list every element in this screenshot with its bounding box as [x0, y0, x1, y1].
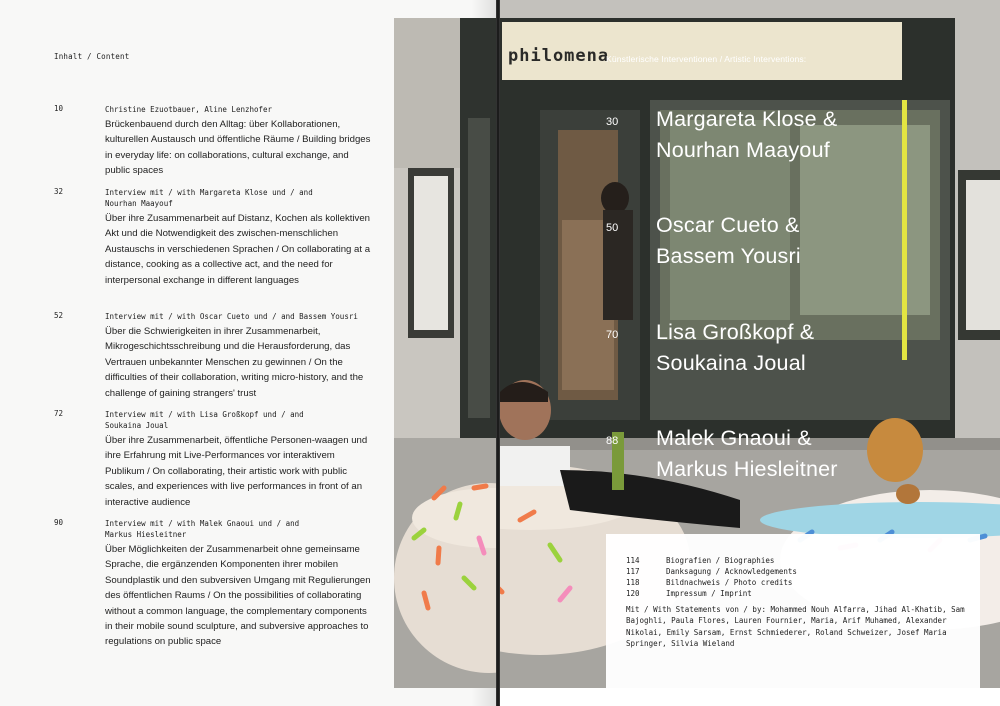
artist-page-number: 88 [606, 435, 619, 447]
photo-left-strip [394, 18, 497, 688]
toc-authors: Interview mit / with Oscar Cueto und / and Bassem Yousri [105, 312, 358, 321]
toc-description: Über ihre Zusammenarbeit, öffentliche Personen-waagen und ihre Erfahrung mit Live-Performances vor interaktivem Publikum / On collaborating, their artistic work with public scales, and experiences with live performances in front of an interactive audience [105, 435, 368, 508]
toc-page-number: 72 [54, 409, 64, 418]
appendix-label: Biografien / Biographies [666, 556, 775, 565]
artist-names[interactable]: Margareta Klose & Nourhan Maayouf [656, 107, 838, 162]
shop-sign-text: philomena [508, 46, 610, 66]
appendix-item[interactable] [626, 578, 792, 587]
toc-authors: Interview mit / with Malek Gnaoui und / and Markus Hiesleitner [105, 519, 300, 539]
artist-page-number: 70 [606, 329, 619, 341]
appendix-page-number: 120 [626, 589, 640, 598]
storefront-photo-left [394, 18, 497, 688]
appendix-page-number: 118 [626, 578, 640, 587]
toc-page-number: 32 [54, 187, 64, 196]
appendix-page-number: 114 [626, 556, 640, 565]
toc-page-number: 10 [54, 104, 64, 113]
toc-header: Inhalt / Content [54, 52, 130, 61]
appendix-label: Impressum / Imprint [666, 589, 752, 598]
appendix-page-number: 117 [626, 567, 640, 576]
artist-page-number: 30 [606, 116, 619, 128]
artist-names[interactable]: Oscar Cueto & Bassem Yousri [656, 213, 801, 268]
artist-page-number: 50 [606, 222, 619, 234]
section-label: Künstlerische Interventionen / Artistic Interventions: [606, 54, 807, 64]
toc-page-number: 52 [54, 311, 64, 320]
toc-description: Brückenbauend durch den Alltag: über Kollaborationen, kulturellen Austausch und öffentliche Räume / Building bridges in everyday life: on collaborations, cultural exchange, and public spaces [105, 119, 371, 177]
toc-authors: Interview mit / with Lisa Großkopf und / and Soukaina Joual [105, 410, 304, 430]
toc-authors: Christine Ezuotbauer, Aline Lenzhofer [105, 105, 273, 114]
toc-authors: Interview mit / with Margareta Klose und / and Nourhan Maayouf [105, 188, 313, 208]
toc-description: Über Möglichkeiten der Zusammenarbeit ohne gemeinsame Sprache, die ergänzenden Komponenten ihrer mobilen Soundplastik und den subversiven Umgang mit Regulierungen des öffentlichen Raums / On the possibilities of collaborating without a common language, the complementary components in their mobile sound sculpture, and subversive approaches to regulations on public space [105, 544, 371, 648]
artist-names[interactable]: Malek Gnaoui & Markus Hiesleitner [656, 426, 838, 481]
toc-page-number: 90 [54, 518, 64, 527]
appendix-item[interactable] [626, 556, 774, 565]
page-bottom-margin [500, 688, 1000, 706]
appendix-label: Danksagung / Acknowledgements [666, 567, 797, 576]
artist-names[interactable]: Lisa Großkopf & Soukaina Joual [656, 320, 815, 375]
statements-credits: Mit / With Statements von / by: Mohammed Nouh Alfarra, Jihad Al-Khatib, Sam Bajoghli, Paula Flores, Lauren Fournier, Maria, Arif Muhamed, Alexander Nikolai, Emily Sarsam, Ernst Schmiederer, Roland Schweizer, Josef Maria Springer, Silvia Wieland [626, 605, 965, 649]
toc-description: Über die Schwierigkeiten in ihrer Zusammenarbeit, Mikrogeschichtsschreibung und die Herausforderung, das Vertrauen unbekannter Menschen zu gewinnen / On the difficulties of their collaboration, writing micro-history, and the challenge of gaining strangers' trust [105, 326, 364, 399]
appendix-label: Bildnachweis / Photo credits [666, 578, 793, 587]
appendix-box [606, 534, 980, 688]
toc-description: Über ihre Zusammenarbeit auf Distanz, Kochen als kollektiven Akt und die Notwendigkeit des zwischen-menschlichen Austauschs in verschiedenen Sprachen / On collaborating at a distance, cooking as a collective act, and the need for interpersonal exchange in different languages [105, 213, 371, 286]
appendix-item[interactable] [626, 567, 797, 576]
appendix-item[interactable] [626, 589, 752, 598]
